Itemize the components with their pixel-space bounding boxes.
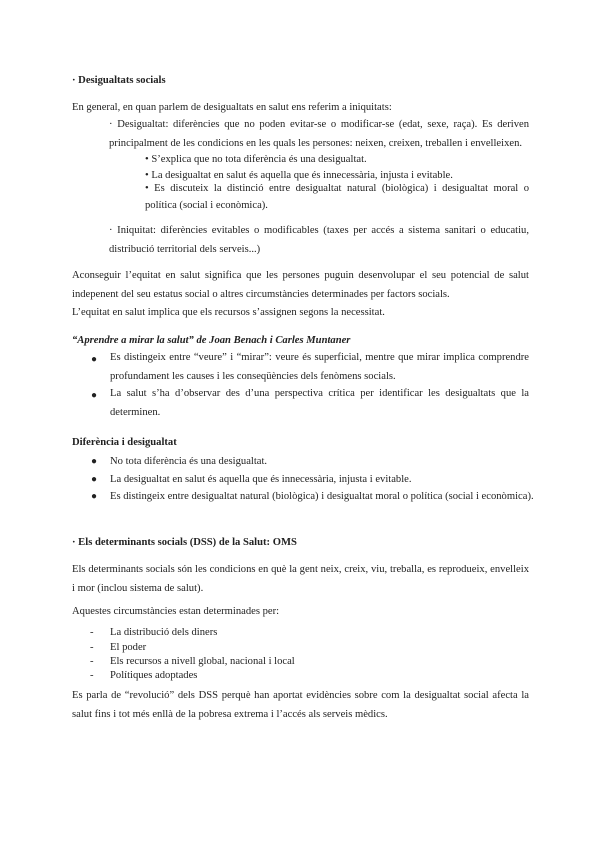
desigualtat-bullet-2: • La desigualtat en salut és aquella que és innecessària, injusta i evitable. (145, 170, 453, 181)
bullet-dot-icon: ● (91, 491, 98, 502)
determinant-item-4: Polítiques adoptades (110, 670, 198, 681)
bullet-dot-icon: ● (91, 390, 98, 401)
equitat-paragraph: Aconseguir l’equitat en salut significa que les persones puguin desenvolupar el seu potencial de salut indepenent del seu estatus social o altres circumstàncies determinades per factors socials. (72, 270, 529, 300)
bullet-dot-icon: ● (91, 474, 98, 485)
intro-paragraph: En general, en quan parlem de desigualtats en salut ens referim a iniquitats: (72, 102, 392, 113)
difference-bullet-1: No tota diferència és una desigualtat. (110, 456, 268, 467)
section-heading-desigualtats: · Desigualtats socials (72, 75, 166, 86)
list-dash: - (90, 670, 94, 681)
desigualtat-bullet-3: • Es discuteix la distinció entre desigualtat natural (biològica) i desigualtat moral o política (social i econòmica). (145, 183, 529, 211)
difference-bullet-3: Es distingeix entre desigualtat natural (biològica) i desigualtat moral o política (social i econòmica). (110, 491, 534, 502)
difference-heading: Diferència i desigualtat (72, 437, 177, 448)
equitat-line-2: L’equitat en salut implica que els recursos s’assignen segons la necessitat. (72, 307, 385, 318)
bullet-dot-icon: ● (91, 354, 98, 365)
bullet-dot-icon: ● (91, 456, 98, 467)
list-dash: - (90, 656, 94, 667)
book-title: “Aprendre a mirar la salut” de Joan Benach i Carles Muntaner (72, 335, 351, 346)
book-bullet-2: La salut s’ha d’observar des d’una perspectiva crítica per identificar les desigualtats que la determinen. (110, 388, 529, 418)
list-dash: - (90, 627, 94, 638)
difference-bullet-2: La desigualtat en salut és aquella que és innecessària, injusta i evitable. (110, 474, 412, 485)
determinants-definition: Els determinants socials són les condicions en què la gent neix, creix, viu, treballa, es reprodueix, envelleix i mor (inclou sistema de salut). (72, 564, 529, 594)
determinants-list-intro: Aquestes circumstàncies estan determinades per: (72, 606, 280, 617)
book-bullet-1: Es distingeix entre “veure” i “mirar”: veure és superficial, mentre que mirar implica comprendre profundament les causes i les conseqüències dels fenòmens socials. (110, 352, 529, 382)
desigualtat-definition: · Desigualtat: diferències que no poden evitar-se o modificar-se (edat, sexe, raça). Es deriven principalment de les condicions en les quals les persones: neixen, creixen, treballen i envelleixen. (109, 119, 529, 149)
section-heading-determinants: · Els determinants socials (DSS) de la Salut: OMS (72, 537, 297, 548)
determinant-item-1: La distribució dels diners (110, 627, 218, 638)
revolution-paragraph: Es parla de “revolució” dels DSS perquè han aportat evidències sobre com la desigualtat social afecta la salut fins i tot més enllà de la pobresa extrema i l’accés als serveis mèdics. (72, 690, 529, 720)
list-dash: - (90, 642, 94, 653)
determinant-item-2: El poder (110, 642, 147, 653)
iniquitat-definition: · Iniquitat: diferències evitables o modificables (taxes per accés a sistema sanitari o educatiu, distribució territorial dels serveis...) (109, 225, 529, 255)
desigualtat-bullet-1: • S’explica que no tota diferència és una desigualtat. (145, 154, 367, 165)
determinant-item-3: Els recursos a nivell global, nacional i local (110, 656, 295, 667)
